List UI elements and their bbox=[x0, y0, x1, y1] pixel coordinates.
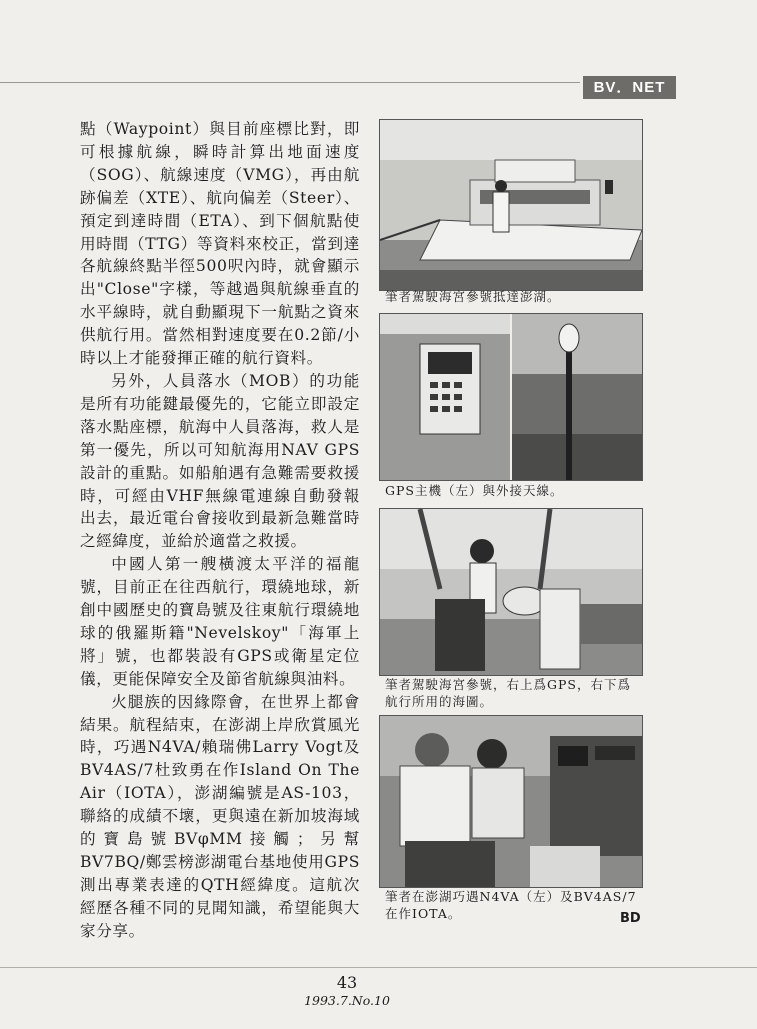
section-tag: BV．NET bbox=[583, 76, 676, 99]
photo-yacht-arrival bbox=[379, 119, 643, 291]
footer-rule bbox=[0, 967, 757, 968]
article-paragraph: 中國人第一艘橫渡太平洋的福龍號，目前正在往西航行，環繞地球，新創中國歷史的寶島號及往東航行環繞地球的俄羅斯籍"Nevelskoy"「海軍上將」號，也都裝設有GPS或衛星定位儀，更能保障安全及節省航線與油料。 bbox=[80, 555, 360, 688]
photo-iota-meeting bbox=[379, 715, 643, 888]
photo-caption: 筆者在澎湖巧遇N4VA（左）及BV4AS/7在作IOTA。 bbox=[385, 889, 637, 921]
end-mark: BD bbox=[620, 911, 641, 926]
photo-caption: GPS主機（左）與外接天線。 bbox=[385, 483, 564, 498]
article-paragraph: 火腿族的因緣際會，在世界上都會結果。航程結束，在澎湖上岸欣賞風光時，巧遇N4VA/賴瑞佛Larry Vogt及BV4AS/7杜致勇在作Island On The Air（IOTA），澎湖編號是AS-103，聯絡的成績不壞，更與遠在新加坡海域的寶島號BVφMM接觸；另幫BV7BQ/鄭雲榜澎湖電台基地使用GPS測出專業表達的QTH經緯度。這航次經歷各種不同的見聞知識，希望能與大家分享。 bbox=[80, 692, 360, 940]
article-paragraph: 另外，人員落水（MOB）的功能是所有功能鍵最優先的，它能立即設定落水點座標，航海中人員落海，救人是第一優先，所以可知航海用NAV GPS設計的重點。如船舶遇有急難需要救援時，可經由VHF無線電連線自動發報出去，最近電台會接收到最新急難當時之經緯度，並給於適當之救援。 bbox=[80, 371, 360, 551]
photo-caption: 筆者駕駛海宮參號抵達澎湖。 bbox=[385, 289, 561, 304]
issue-info: 1993.7.No.10 bbox=[304, 993, 390, 1008]
header-rule bbox=[0, 82, 580, 83]
photo-gps-antenna bbox=[379, 313, 643, 481]
article-paragraph: 點（Waypoint）與目前座標比對，即可根據航線，瞬時計算出地面速度（SOG）、航線速度（VMG），再由航跡偏差（XTE）、航向偏差（Steer）、預定到達時間（ETA）、到下個航點使用時間（TTG）等資料來校正，當到達各航線終點半徑500呎內時，就會顯示出"Close"字樣，等越過與航線垂直的水平線時，就自動顯現下一航點之資來供航行用。當然相對速度要在0.2節/小時以上才能發揮正確的航行資料。 bbox=[80, 120, 360, 368]
photo-caption: 筆者駕駛海宮參號，右上爲GPS，右下爲航行所用的海圖。 bbox=[385, 677, 631, 709]
photo-helm bbox=[379, 508, 643, 676]
article-body bbox=[80, 118, 360, 943]
page-number: 43 bbox=[336, 973, 358, 992]
